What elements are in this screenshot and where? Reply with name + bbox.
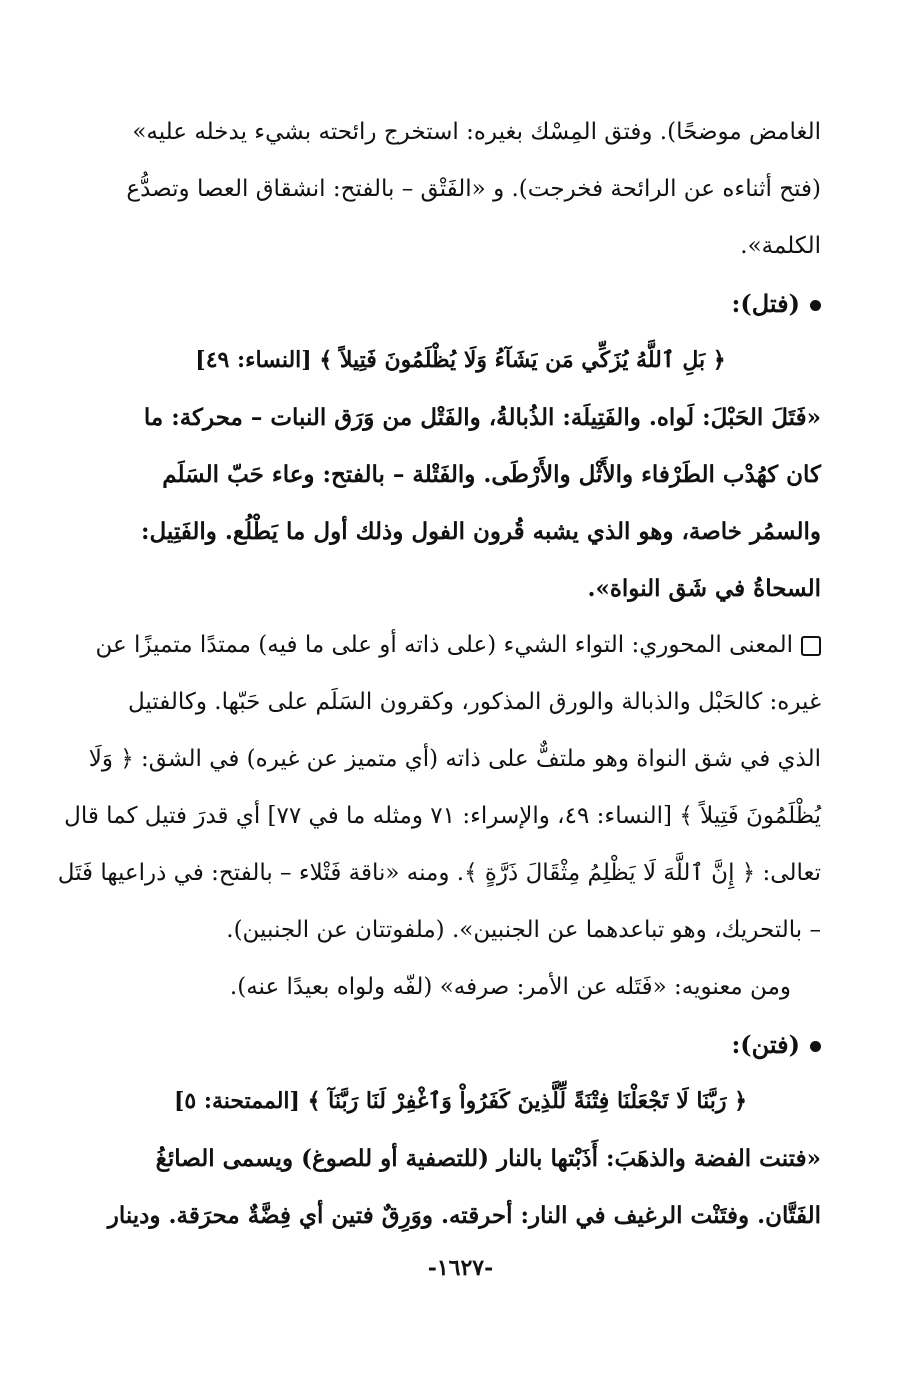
core-meaning-text: المعنى المحوري: التواء الشيء (على ذاته أو على ما فيه) ممتدًا متميزًا عن [95, 632, 793, 658]
entry-heading-fatl [100, 275, 821, 332]
square-box-icon [801, 636, 821, 656]
text-line: ومن معنويه: «فَتَله عن الأمر: صرفه» (لفّه ولواه بعيدًا عنه). [229, 974, 791, 1000]
text-line: «فتنت الفضة والذهَبَ: أَذَبْتها بالنار (للتصفية أو للصوغ) ويسمى الصائغُ [155, 1145, 821, 1172]
page-number: -١٦٢٧- [427, 1255, 494, 1281]
text-line: الغامض موضحًا). وفتق المِسْك بغيره: استخرج رائحته بشيء يدخله عليه» [132, 119, 821, 145]
text-line: والسمُر خاصة، وهو الذي يشبه قُرون الفول وذلك أول ما يَطْلُع. والفَتِيل: [140, 518, 821, 545]
text-line: الذي في شق النواة وهو ملتفٌّ على ذاته (أي متميز عن غيره) في الشق: ﴿ وَلَا [88, 746, 821, 772]
text-line: – بالتحريك، وهو تباعدهما عن الجنبين». (ملفوتتان عن الجنبين). [226, 917, 821, 943]
quran-verse: ﴿ بَلِ ٱللَّهُ يُزَكِّي مَن يَشَآءُ وَلَا يُظْلَمُونَ فَتِيلاً ﴾ [النساء: ٤٩] [195, 347, 726, 373]
text-line: (فتح أثناءه عن الرائحة فخرجت). و «الفَتْق – بالفتح: انشقاق العصا وتصدُّع [126, 176, 821, 202]
text-line: غيره: كالحَبْل والذبالة والورق المذكور، وكقرون السَلَم على حَبّها. وكالفتيل [127, 689, 821, 715]
page-body [57, 104, 821, 1244]
text-line: «فَتَلَ الحَبْلَ: لَواه. والفَتِيلَة: الذُبالةُ، والفَتْل من وَرَق النبات – محركة: ما [143, 404, 821, 431]
heading-text: (فتل): [731, 289, 800, 318]
text-line: تعالى: ﴿ إِنَّ ٱللَّهَ لَا يَظْلِمُ مِثْقَالَ ذَرَّةٍ ﴾. ومنه «ناقة فَتْلاء – بالفتح: في ذراعيها فَتَل [57, 860, 821, 886]
text-line: كان كهُدْب الطَرْفاء والأَثْل والأَرْطَى. والفَتْلة – بالفتح: وعاء حَبّ السَلَم [162, 461, 821, 488]
text-line: الفَتَّان. وفتَنْت الرغيف في النار: أحرقته. ووَرِقٌ فتين أي فِضَّةٌ محرَقة. ودينار [107, 1202, 821, 1229]
entry-heading-fatn [100, 1016, 821, 1073]
text-line: السحاةُ في شَق النواة». [587, 575, 821, 602]
quran-verse: ﴿ رَبَّنَا لَا تَجْعَلْنَا فِتْنَةً لِّلَّذِينَ كَفَرُواْ وَٱغْفِرْ لَنَا رَبَّنَآ ﴾ [الممتحنة: ٥] [173, 1088, 748, 1114]
core-meaning-line [95, 617, 821, 674]
text-line: يُظْلَمُونَ فَتِيلاً ﴾ [النساء: ٤٩، والإسراء: ٧١ ومثله ما في ٧٧] أي قدرَ فتيل كما قال [64, 803, 821, 829]
text-line: الكلمة». [740, 233, 821, 259]
heading-text: (فتن): [731, 1030, 800, 1059]
bullet-icon [810, 300, 821, 311]
bullet-icon [810, 1041, 821, 1052]
